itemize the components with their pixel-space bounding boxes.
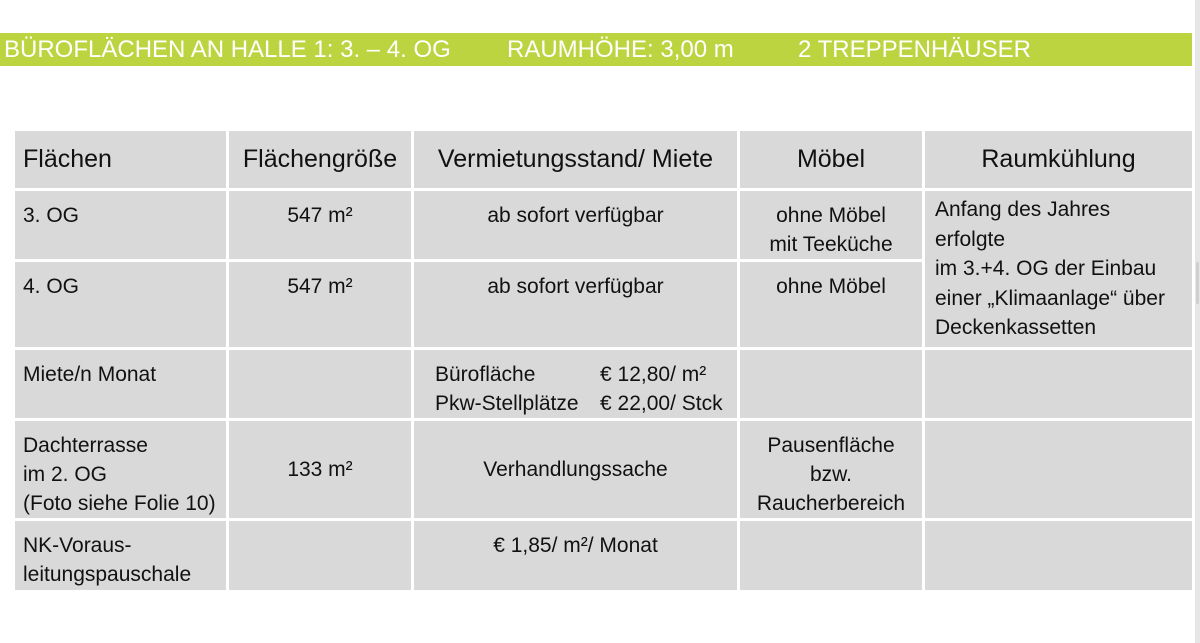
header-moebel: Möbel	[739, 130, 924, 190]
cell-moebel-3og	[739, 190, 924, 261]
price-value-pkw: € 22,00/ Stck	[600, 392, 723, 415]
kuehlung-line3: einer „Klimaanlage“ über	[935, 286, 1165, 310]
moebel-dachterrasse-line2: bzw.	[809, 463, 853, 486]
dachterrasse-line1: Dachterrasse	[23, 434, 148, 457]
cell-stand-3og: ab sofort verfügbar	[413, 190, 739, 261]
cell-preise	[413, 349, 739, 420]
cell-groesse-3og: 547 m²	[228, 190, 413, 261]
cell-flaeche-dachterrasse	[14, 420, 228, 520]
price-list	[435, 360, 723, 418]
kuehlung-line2: im 3.+4. OG der Einbau	[935, 257, 1157, 281]
dachterrasse-line2: im 2. OG	[23, 463, 108, 486]
header-flaechen: Flächen	[14, 130, 228, 190]
cell-moebel-4og: ohne Möbel	[739, 261, 924, 349]
moebel-3og-line1: ohne Möbel	[776, 204, 886, 227]
title-room-height: RAUMHÖHE: 3,00 m	[507, 36, 734, 63]
cell-moebel-miete	[739, 349, 924, 420]
kuehlung-line4: Deckenkassetten	[935, 316, 1097, 340]
price-label-buero: Bürofläche	[435, 363, 536, 386]
price-row-pkw	[435, 389, 723, 418]
moebel-3og-line2: mit Teeküche	[769, 233, 893, 256]
office-space-table	[12, 128, 1195, 593]
header-raumkuehlung: Raumkühlung	[924, 130, 1194, 190]
price-value-buero: € 12,80/ m²	[600, 363, 707, 386]
cell-groesse-4og: 547 m²	[228, 261, 413, 349]
cell-moebel-nk	[739, 520, 924, 592]
nk-line1: NK-Voraus-	[23, 534, 132, 557]
cell-stand-4og: ab sofort verfügbar	[413, 261, 739, 349]
header-vermietungsstand: Vermietungsstand/ Miete	[413, 130, 739, 190]
cell-flaeche-3og: 3. OG	[14, 190, 228, 261]
table-row	[14, 349, 1194, 420]
cell-kuehlung-dachterrasse	[924, 420, 1194, 520]
title-staircases: 2 TREPPENHÄUSER	[798, 36, 1031, 63]
dachterrasse-line3: (Foto siehe Folie 10)	[23, 492, 216, 515]
title-bar	[0, 33, 1192, 66]
cell-kuehlung-miete	[924, 349, 1194, 420]
moebel-dachterrasse-line3: Raucherbereich	[756, 492, 906, 515]
cell-groesse-dachterrasse: 133 m²	[228, 420, 413, 520]
title-floors: BÜROFLÄCHEN AN HALLE 1: 3. – 4. OG	[4, 36, 451, 63]
cell-stand-nk: € 1,85/ m²/ Monat	[413, 520, 739, 592]
table-header-row	[14, 130, 1194, 190]
header-flaechengroesse: Flächengröße	[228, 130, 413, 190]
cell-moebel-dachterrasse	[739, 420, 924, 520]
price-label-pkw: Pkw-Stellplätze	[435, 392, 579, 415]
table-row	[14, 520, 1194, 592]
cell-flaeche-nk	[14, 520, 228, 592]
cell-raumkuehlung	[924, 190, 1194, 349]
scroll-marker[interactable]	[1196, 262, 1199, 304]
moebel-dachterrasse-line1: Pausenfläche	[767, 434, 895, 457]
nk-line2: leitungspauschale	[23, 563, 192, 586]
cell-stand-dachterrasse: Verhandlungssache	[413, 420, 739, 520]
kuehlung-line1: Anfang des Jahres erfolgte	[935, 198, 1111, 251]
table-row	[14, 420, 1194, 520]
cell-flaeche-4og: 4. OG	[14, 261, 228, 349]
cell-groesse-nk	[228, 520, 413, 592]
price-row-buero	[435, 360, 723, 389]
cell-flaeche-miete: Miete/n Monat	[14, 349, 228, 420]
cell-groesse-miete	[228, 349, 413, 420]
table-row	[14, 190, 1194, 261]
window-edge	[1195, 0, 1200, 643]
cell-kuehlung-nk	[924, 520, 1194, 592]
